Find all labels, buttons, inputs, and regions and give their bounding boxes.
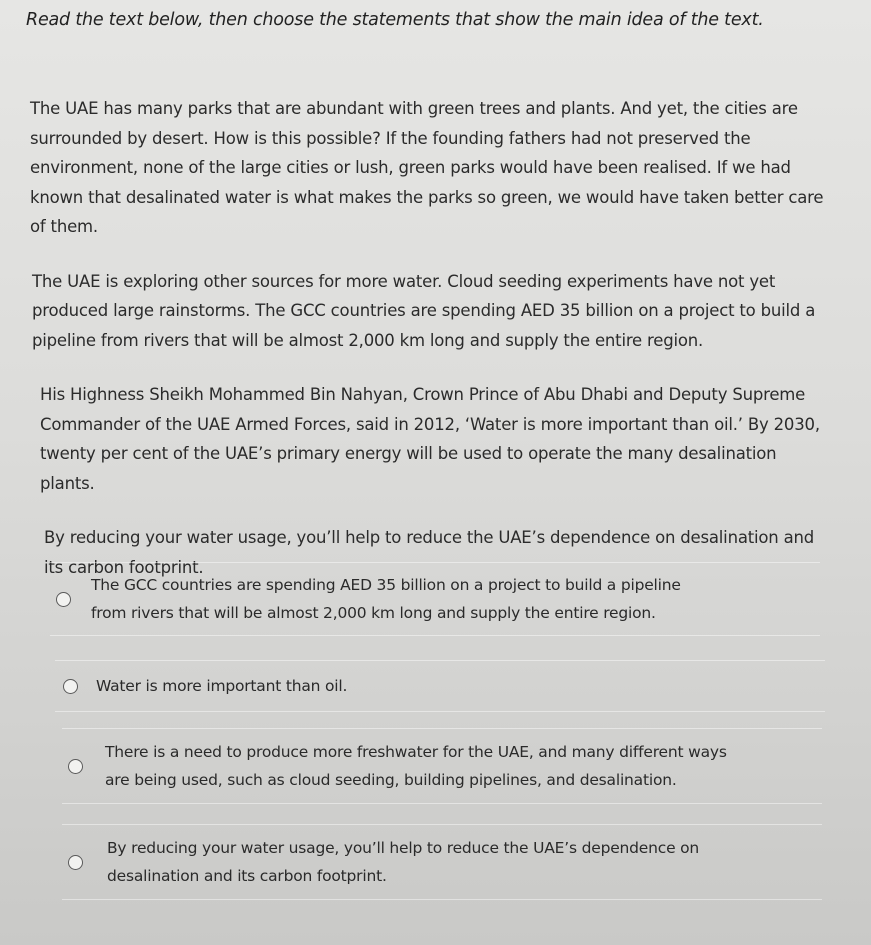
passage-paragraph-2: The UAE is exploring other sources for more water. Cloud seeding experiments have not yet produced large rainstorms. The GCC countries are spending AED 35 billion on a project to build a pipeline from rivers that will be almost 2,000 km long and supply the entire region.: [32, 271, 816, 350]
option-label-line: from rivers that will be almost 2,000 km long and supply the entire region.: [91, 604, 656, 622]
option-label-line: The GCC countries are spending AED 35 billion on a project to build a pipeline: [91, 576, 681, 594]
option-label: [91, 571, 681, 627]
option-label-line: Water is more important than oil.: [96, 677, 348, 695]
radio-button[interactable]: [56, 592, 71, 607]
radio-button[interactable]: [63, 679, 78, 694]
option-label: [107, 834, 699, 890]
radio-button[interactable]: [68, 855, 83, 870]
answer-option-freshwater-need[interactable]: [62, 728, 822, 804]
passage-paragraph-3: His Highness Sheikh Mohammed Bin Nahyan, Crown Prince of Abu Dhabi and Deputy Supreme Commander of the UAE Armed Forces, said in 2012, ‘Water is more important than oil.’ By 2030, twenty per cent of the UAE’s primary energy will be used to operate the many desalination plants.: [40, 385, 820, 493]
option-label-line: By reducing your water usage, you’ll help to reduce the UAE’s dependence on: [107, 839, 700, 857]
question-instruction: Read the text below, then choose the statements that show the main idea of the text.: [26, 10, 764, 30]
option-label: [105, 738, 727, 794]
radio-button[interactable]: [68, 759, 83, 774]
option-label-line: are being used, such as cloud seeding, building pipelines, and desalination.: [105, 771, 677, 789]
answer-option-reduce-usage[interactable]: [62, 824, 822, 900]
option-label: [96, 672, 347, 700]
answer-option-pipeline[interactable]: [50, 562, 820, 636]
reading-passage: [30, 94, 830, 607]
answer-option-water-vs-oil[interactable]: [55, 660, 825, 712]
passage-paragraph-4: By reducing your water usage, you’ll help to reduce the UAE’s dependence on desalination and its carbon footprint.: [44, 528, 815, 577]
option-label-line: There is a need to produce more freshwater for the UAE, and many different ways: [105, 743, 727, 761]
passage-paragraph-1: The UAE has many parks that are abundant with green trees and plants. And yet, the cities are surrounded by desert. How is this possible? If the founding fathers had not preserved the environment, none of the large cities or lush, green parks would have been realised. If we had known that desalinated water is what makes the parks so green, we would have taken better care of them.: [30, 99, 824, 236]
option-label-line: desalination and its carbon footprint.: [107, 867, 387, 885]
